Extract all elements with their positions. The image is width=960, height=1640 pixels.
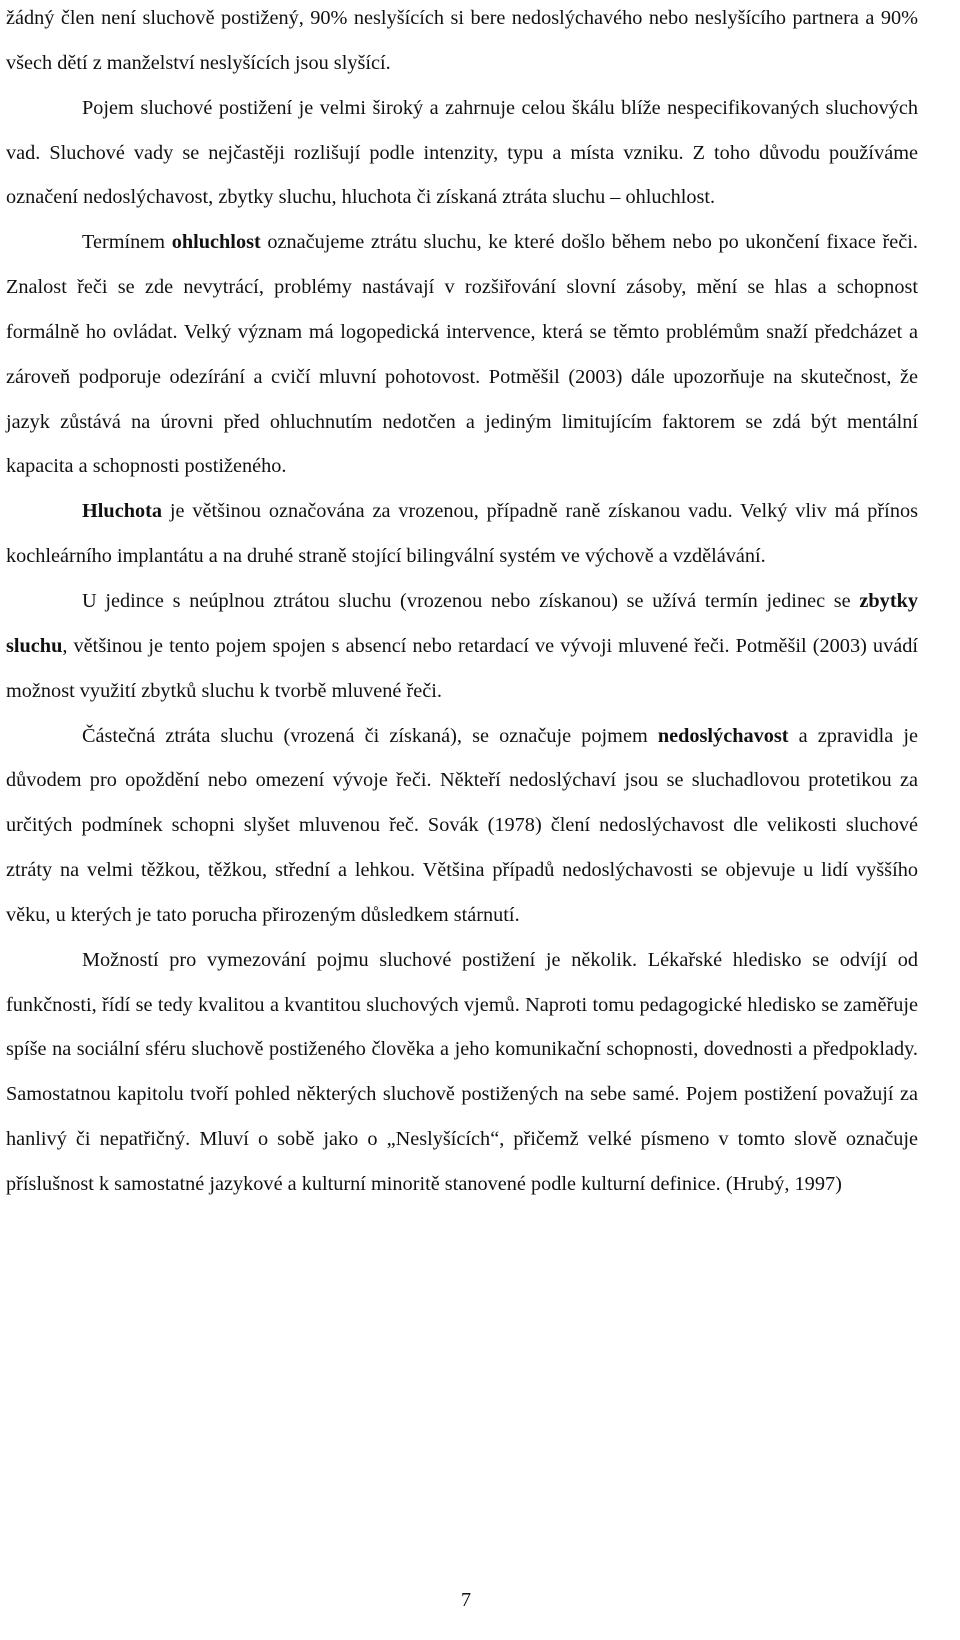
paragraph-text: Možností pro vymezování pojmu sluchové postižení je několik. Lékařské hledisko se odvíjí od funkčnosti, řídí se tedy kvalitou a kvantitou sluchových vjemů. Naproti tomu pedagogické hledisko se zaměřuje spíše na sociální sféru sluchově postiženého člověka a jeho komunikační schopnosti, dovednosti a předpoklady. Samostatnou kapitolu tvoří pohled některých sluchově postižených na sebe samé. Pojem postižení považují za hanlivý či nepatřičný. Mluví o sobě jako o „Neslyšících“, přičemž velké písmeno v tomto slově označuje příslušnost k samostatné jazykové a kulturní minoritě stanovené podle kulturní definice. (Hrubý, 1997) (6, 948, 918, 1195)
paragraph-3 (6, 220, 918, 489)
paragraph-6 (6, 714, 918, 938)
paragraph-text: U jedince s neúplnou ztrátou sluchu (vrozenou nebo získanou) se užívá termín jedinec se (82, 589, 860, 612)
term-nedoslychavost: nedoslýchavost (657, 724, 789, 747)
term-zbytky-sluchu: zbytky sluchu (6, 589, 918, 657)
paragraph-7 (6, 938, 918, 1207)
paragraph-text: žádný člen není sluchově postižený, 90% neslyšících si bere nedoslýchavého nebo neslyšícího partnera a 90% všech dětí z manželství neslyšících jsou slyšící. (6, 7, 918, 74)
paragraph-text: , většinou je tento pojem spojen s absencí nebo retardací ve vývoji mluvené řeči. Potměšil (2003) uvádí možnost využití zbytků sluchu k tvorbě mluvené řeči. (6, 634, 918, 702)
paragraph-text: Termínem (82, 231, 172, 254)
body-text (6, 0, 918, 1207)
paragraph-text: Částečná ztráta sluchu (vrozená či získaná), se označuje pojmem (82, 724, 658, 747)
term-ohluchlost: ohluchlost (171, 231, 261, 254)
paragraph-text: Pojem sluchové postižení je velmi široký a zahrnuje celou škálu blíže nespecifikovaných sluchových vad. Sluchové vady se nejčastěji rozlišují podle intenzity, typu a místa vzniku. Z toho důvodu používáme označení nedoslýchavost, zbytky sluchu, hluchota či získaná ztráta sluchu – ohluchlost. (6, 96, 918, 209)
paragraph-5 (6, 579, 918, 714)
paragraph-text: označujeme ztrátu sluchu, ke které došlo během nebo po ukončení fixace řeči. Znalost řeči se zde nevytrácí, problémy nastávají v rozšiřování slovní zásoby, mění se hlas a schopnost formálně ho ovládat. Velký význam má logopedická intervence, která se těmto problémům snaží předcházet a zároveň podporuje odezírání a cvičí mluvní pohotovost. Potměšil (2003) dále upozorňuje na skutečnost, že jazyk zůstává na úrovni před ohluchnutím nedotčen a jediným limitujícím faktorem se zdá být mentální kapacita a schopnosti postiženého. (6, 231, 918, 478)
page-number: 7 (461, 1589, 471, 1611)
term-hluchota: Hluchota (82, 500, 163, 523)
paragraph-4 (6, 489, 918, 579)
paragraph-1 (6, 0, 918, 86)
document-page (6, 0, 918, 1640)
paragraph-2 (6, 86, 918, 221)
paragraph-text: a zpravidla je důvodem pro opoždění nebo omezení vývoje řeči. Někteří nedoslýchaví jsou se sluchadlovou protetikou za určitých podmínek schopni slyšet mluvenou řeč. Sovák (1978) člení nedoslýchavost dle velikosti sluchové ztráty na velmi těžkou, těžkou, střední a lehkou. Většina případů nedoslýchavosti se objevuje u lidí vyššího věku, u kterých je tato porucha přirozeným důsledkem stárnutí. (6, 724, 918, 926)
paragraph-text: je většinou označována za vrozenou, případně raně získanou vadu. Velký vliv má přínos kochleárního implantátu a na druhé straně stojící bilingvální systém ve výchově a vzdělávání. (6, 500, 918, 568)
